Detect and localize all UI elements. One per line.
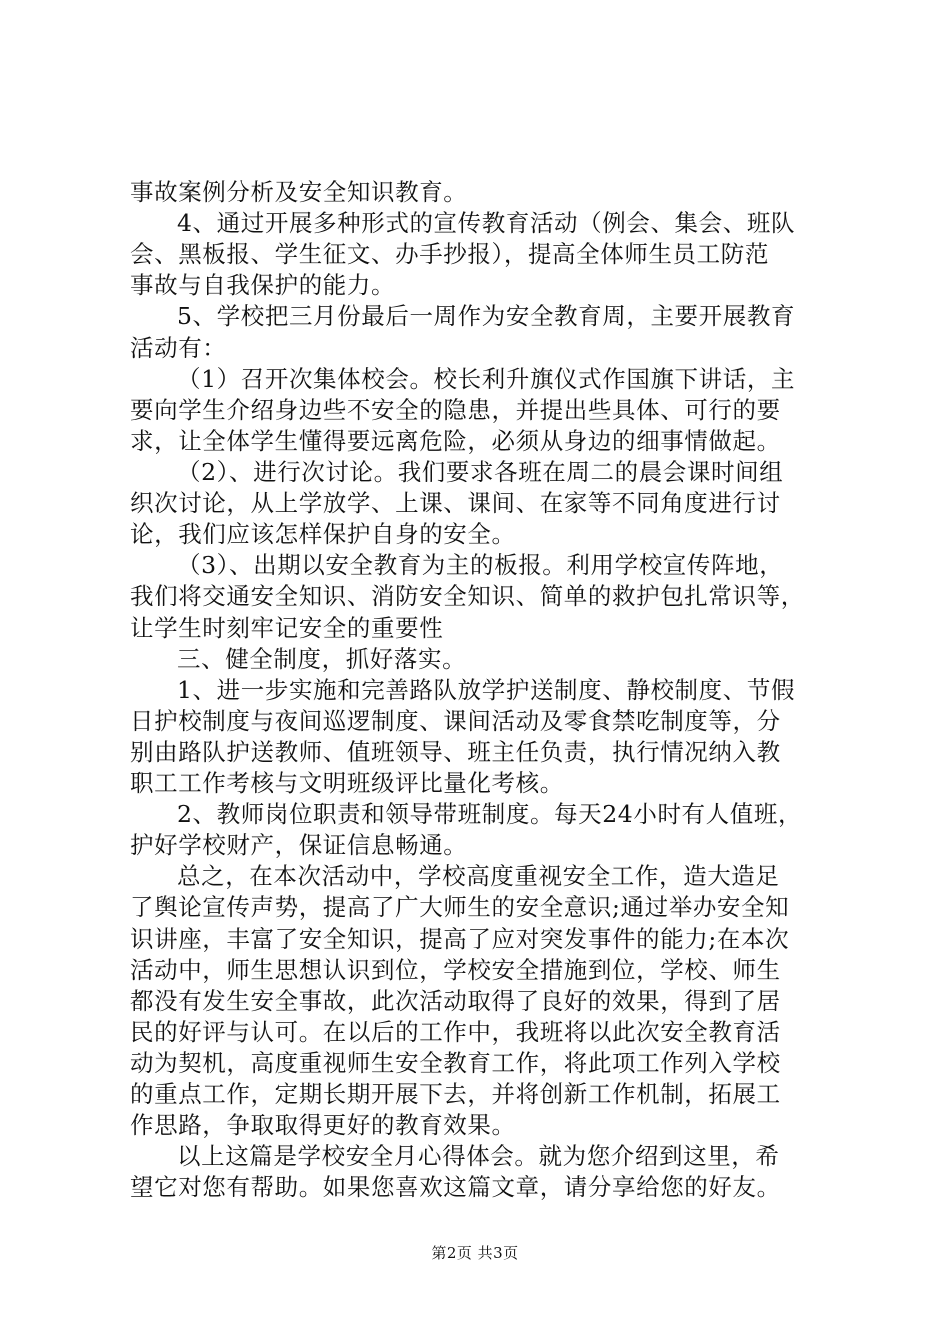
text-line: 事故与自我保护的能力。 [130,271,396,299]
text-line: （2）、进行次讨论。我们要求各班在周二的晨会课时间组 [177,458,784,486]
text-line: 要向学生介绍身边些不安全的隐患，并提出些具体、可行的要 [130,396,781,424]
text-line: 2、教师岗位职责和领导带班制度。每天24小时有人值班， [177,800,803,828]
text-line: 识讲座，丰富了安全知识，提高了应对突发事件的能力;在本次 [130,925,790,953]
text-line: 论，我们应该怎样保护自身的安全。 [130,520,516,548]
text-line: 我们将交通安全知识、消防安全知识、简单的救护包扎常识等， [130,582,805,610]
text-line: 5、学校把三月份最后一周作为安全教育周，主要开展教育 [177,302,796,330]
text-line: 民的好评与认可。在以后的工作中，我班将以此次安全教育活 [130,1018,781,1046]
text-line: 事故案例分析及安全知识教育。 [130,178,468,206]
text-line: 以上这篇是学校安全月心得体会。就为您介绍到这里，希 [177,1142,780,1170]
text-line: 别由路队护送教师、值班领导、班主任负责，执行情况纳入教 [130,738,781,766]
text-line: 织次讨论，从上学放学、上课、课间、在家等不同角度进行讨 [130,489,781,517]
text-line: 让学生时刻牢记安全的重要性 [130,614,444,642]
text-line: 作思路，争取取得更好的教育效果。 [130,1111,516,1139]
page-number: 第2页 共3页 [431,1244,519,1262]
text-line: 都没有发生安全事故，此次活动取得了良好的效果，得到了居 [130,987,781,1015]
text-line: 4、通过开展多种形式的宣传教育活动（例会、集会、班队 [177,209,796,237]
text-line: 1、进一步实施和完善路队放学护送制度、静校制度、节假 [177,676,796,704]
text-line: 了舆论宣传声势，提高了广大师生的安全意识;通过举办安全知 [130,893,790,921]
text-line: 求，让全体学生懂得要远离危险，必须从身边的细事情做起。 [130,427,781,455]
text-line: （3）、出期以安全教育为主的板报。利用学校宣传阵地， [177,551,784,579]
text-line: 会、黑板报、学生征文、办手抄报），提高全体师生员工防范 [130,240,769,268]
text-line: 职工工作考核与文明班级评比量化考核。 [130,769,564,797]
text-line: 日护校制度与夜间巡逻制度、课间活动及零食禁吃制度等，分 [130,707,781,735]
section-heading: 三、健全制度，抓好落实。 [177,645,467,673]
text-line: 的重点工作，定期长期开展下去，并将创新工作机制，拓展工 [130,1080,781,1108]
text-line: 总之，在本次活动中，学校高度重视安全工作，造大造足 [177,862,780,890]
text-line: 动为契机，高度重视师生安全教育工作，将此项工作列入学校 [130,1049,781,1077]
text-line: 望它对您有帮助。如果您喜欢这篇文章，请分享给您的好友。 [130,1173,781,1201]
text-line: （1）召开次集体校会。校长利升旗仪式作国旗下讲话，主 [177,365,796,393]
text-line: 活动有： [130,334,227,362]
text-line: 活动中，师生思想认识到位，学校安全措施到位，学校、师生 [130,956,781,984]
text-line: 护好学校财产，保证信息畅通。 [130,831,468,859]
